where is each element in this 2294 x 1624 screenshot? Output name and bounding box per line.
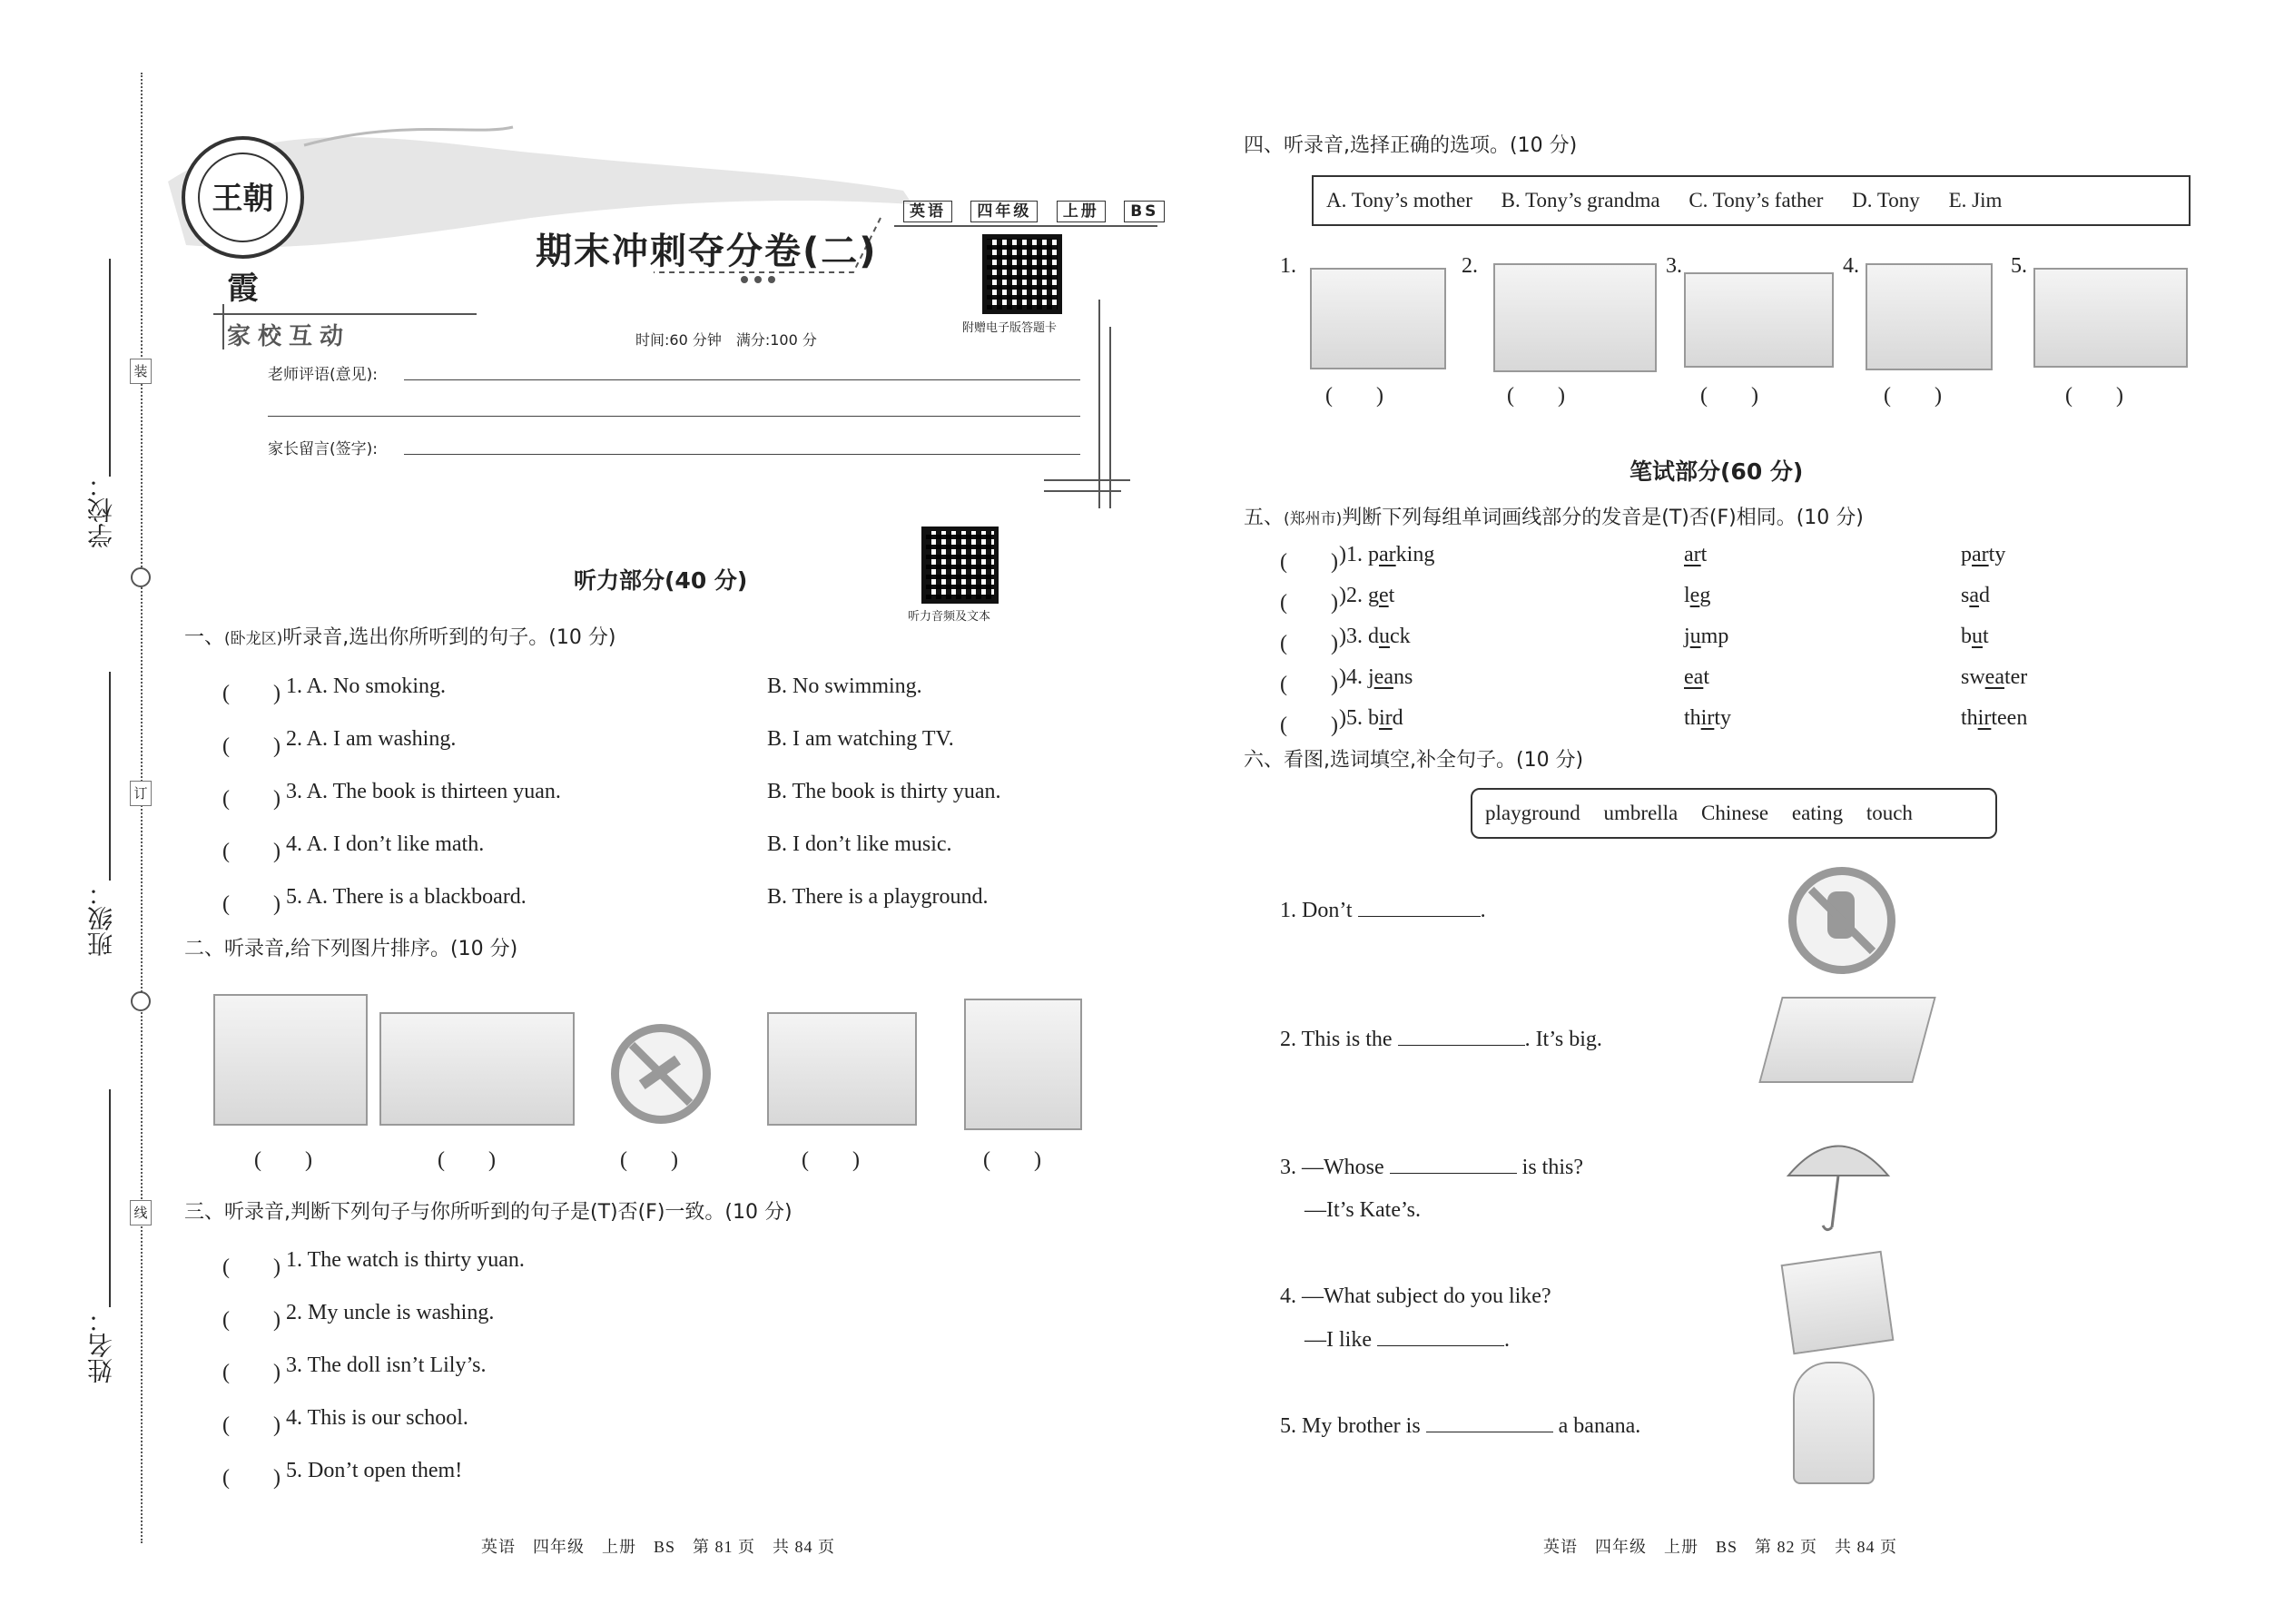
underlined-letters: a (1969, 584, 1979, 607)
underlined-letters: ea (1373, 665, 1393, 689)
answer-paren[interactable]: ( ) (222, 1255, 281, 1279)
fill-item-2 (1280, 1028, 1602, 1052)
class-fill-line (109, 672, 111, 881)
school-label: 学校： (86, 472, 116, 548)
table-row (1280, 543, 2097, 584)
part1-text: 听录音,选出你所听到的句子。(10 分) (282, 626, 616, 649)
option-a: 5. A. There is a blackboard. (286, 885, 527, 909)
answer-paren[interactable]: ( ) (1280, 550, 1338, 574)
word-part: ty (1988, 543, 2006, 566)
answer-blank[interactable] (1377, 1328, 1504, 1346)
answer-paren[interactable]: ( ) (222, 1466, 281, 1490)
no-touching-icon (1788, 867, 1895, 974)
list-item (222, 1406, 858, 1459)
underlined-letters: u (1972, 625, 1983, 648)
qr-caption-answer-card: 附赠电子版答题卡 (962, 321, 1058, 335)
statement: 4. This is our school. (286, 1406, 468, 1430)
binding-mark: 线 (130, 1200, 152, 1225)
word-bank-item: Chinese (1701, 802, 1769, 824)
word-part: j (1368, 665, 1374, 689)
picture-boy-eating (1793, 1362, 1875, 1484)
frame-rule (222, 304, 224, 349)
listening-section-title: 听力部分(40 分) (574, 567, 748, 594)
picture-number: 4. (1843, 254, 1859, 278)
name-fill-line (109, 1089, 111, 1307)
exam-title: 期末冲刺夺分卷(二) (536, 231, 878, 272)
answer-paren[interactable]: ( ) (222, 840, 281, 863)
answer-paren[interactable]: ( ) (1325, 384, 1383, 408)
underlined-letters: ar (1972, 543, 1989, 566)
part3-heading: 三、听录音,判断下列句子与你所听到的句子是(T)否(F)一致。(10 分) (184, 1201, 793, 1224)
word-bank-item: playground (1485, 802, 1580, 824)
parent-comment-line[interactable] (404, 454, 1080, 455)
answer-blank[interactable] (1390, 1156, 1517, 1174)
answer-paren[interactable]: ( ) (983, 1148, 1041, 1172)
logo-text: 王朝霞 (198, 153, 288, 242)
time-score-info: 时间:60 分钟 满分:100 分 (635, 331, 817, 349)
sentence-text: . (1480, 899, 1486, 922)
table-row (1280, 625, 2097, 665)
fill-item-1 (1280, 899, 1486, 923)
part1-region: (卧龙区) (224, 630, 283, 648)
picture-number: 3. (1666, 254, 1682, 278)
binding-dotted-line (141, 73, 143, 1543)
word-part: ck (1390, 625, 1411, 648)
list-item (222, 1301, 858, 1353)
row-number: )1. (1339, 543, 1363, 566)
frame-rule (213, 313, 477, 315)
option-b: B. No swimming. (767, 674, 922, 698)
footer-right: 英语 四年级 上册 BS 第 82 页 共 84 页 (1543, 1538, 1898, 1556)
underlined-letters: u (1689, 625, 1701, 648)
sentence-text: . It’s big. (1524, 1028, 1602, 1051)
word-part: g (1699, 584, 1711, 607)
footer-left: 英语 四年级 上册 BS 第 81 页 共 84 页 (481, 1538, 836, 1556)
statement: 2. My uncle is washing. (286, 1301, 495, 1324)
sentence-text: is this? (1521, 1156, 1583, 1179)
word-part: g (1368, 584, 1379, 607)
binding-mark: 订 (130, 781, 152, 806)
listening-audio-qr-code[interactable] (921, 527, 999, 604)
answer-paren[interactable]: ( ) (1280, 591, 1338, 615)
option-a: 3. A. The book is thirteen yuan. (286, 780, 561, 803)
part4-options-box (1312, 175, 2191, 226)
tag-term: 上册 (1057, 201, 1106, 222)
word-bank-item: touch (1866, 802, 1913, 824)
answer-blank[interactable] (1426, 1414, 1553, 1432)
tag-edition: BS (1124, 201, 1165, 222)
picture-bathroom (1866, 263, 1993, 370)
option-b: B. I don’t like music. (767, 832, 952, 856)
underlined-letters: ir (1700, 706, 1715, 730)
tag-subject: 英语 (903, 201, 952, 222)
underlined-letters: ar (1379, 543, 1396, 566)
sentence-text: 4. —What subject do you like? (1280, 1284, 1551, 1308)
publisher-logo (182, 136, 304, 307)
statement: 5. Don’t open them! (286, 1459, 463, 1482)
table-row (1280, 706, 2097, 747)
option-b: B. There is a playground. (767, 885, 989, 909)
part2-heading: 二、听录音,给下列图片排序。(10 分) (184, 938, 518, 960)
table-row (1280, 584, 2097, 625)
part1-list (222, 674, 1094, 938)
word-part: ns (1393, 665, 1413, 689)
part4-heading: 四、听录音,选择正确的选项。(10 分) (1244, 134, 1578, 157)
word-part: teen (1991, 706, 2028, 730)
word-part: b (1961, 625, 1972, 648)
list-item (222, 885, 1094, 938)
answer-paren[interactable]: ( ) (222, 734, 281, 758)
word-part: t (1703, 665, 1709, 689)
answer-paren[interactable]: ( ) (1280, 673, 1338, 696)
part1-prefix: 一、 (184, 626, 225, 649)
answer-paren[interactable]: ( ) (222, 1413, 281, 1437)
binding-hole (131, 567, 151, 587)
word-bank-item: eating (1791, 802, 1844, 824)
word-part: j (1684, 625, 1690, 648)
name-label: 姓名： (86, 1307, 116, 1383)
school-fill-line (109, 259, 111, 477)
word-part: th (1684, 706, 1701, 730)
answer-paren[interactable]: ( ) (1280, 632, 1338, 655)
answer-paren[interactable]: ( ) (1700, 384, 1758, 408)
sentence-text: 2. This is the (1280, 1028, 1393, 1051)
sentence-text: 1. Don’t (1280, 899, 1353, 922)
list-item (222, 780, 1094, 832)
picture-classroom (379, 1012, 575, 1126)
picture-study (2033, 268, 2188, 368)
teacher-comment-line-2[interactable] (268, 416, 1080, 417)
underlined-letters: e (1379, 584, 1389, 607)
picture-number: 5. (2011, 254, 2027, 278)
part5-text: 判断下列每组单词画线部分的发音是(T)否(F)相同。(10 分) (1342, 507, 1864, 529)
word-part: s (1961, 584, 1970, 607)
picture-living-room (767, 1012, 917, 1126)
answer-paren[interactable]: ( ) (1507, 384, 1565, 408)
option-a: 2. A. I am washing. (286, 727, 457, 751)
answer-paren[interactable]: ( ) (222, 892, 281, 916)
statement: 3. The doll isn’t Lily’s. (286, 1353, 487, 1377)
frame-rule (1098, 300, 1100, 508)
underlined-letters: ea (1984, 665, 2004, 689)
family-school-label: 家校互动 (227, 323, 351, 350)
part5-table (1280, 543, 2097, 747)
list-item (222, 1353, 858, 1406)
row-number: )3. (1339, 625, 1363, 648)
part6-heading: 六、看图,选词填空,补全句子。(10 分) (1244, 749, 1584, 772)
frame-rule (1109, 327, 1111, 508)
answer-paren[interactable]: ( ) (222, 682, 281, 705)
teacher-comment-line[interactable] (404, 379, 1080, 380)
qr-caption-audio: 听力音频及文本 (908, 610, 991, 624)
answer-paren[interactable]: ( ) (620, 1148, 678, 1172)
word-part: th (1961, 706, 1978, 730)
picture-number: 2. (1462, 254, 1478, 278)
underlined-letters: e (1689, 584, 1700, 607)
teacher-comment-label: 老师评语(意见): (268, 366, 378, 384)
picture-chinese-book (1781, 1251, 1895, 1355)
answer-blank[interactable] (1398, 1028, 1525, 1046)
option-label: C. Tony’s father (1689, 189, 1824, 212)
writing-section-title: 笔试部分(60 分) (1629, 458, 1804, 485)
word-part: b (1368, 706, 1379, 730)
answer-paren[interactable]: ( ) (222, 1308, 281, 1332)
answer-paren[interactable]: ( ) (1884, 384, 1942, 408)
fill-item-4-answer (1305, 1328, 1510, 1353)
row-number: )5. (1339, 706, 1363, 730)
answer-paren[interactable]: ( ) (1280, 714, 1338, 737)
answer-card-qr-code[interactable] (982, 234, 1062, 314)
no-smoking-icon (611, 1024, 711, 1124)
list-item (222, 674, 1094, 727)
answer-paren[interactable]: ( ) (222, 787, 281, 811)
list-item (222, 727, 1094, 780)
option-label: A. Tony’s mother (1326, 189, 1472, 212)
answer-paren[interactable]: ( ) (222, 1361, 281, 1384)
answer-blank[interactable] (1358, 899, 1481, 917)
underlined-letters: ea (1684, 665, 1704, 689)
word-part: ter (2004, 665, 2028, 689)
word-part: d (1392, 706, 1403, 730)
underlined-letters: u (1379, 625, 1390, 648)
word-part: l (1684, 584, 1690, 607)
picture-number: 1. (1280, 254, 1296, 278)
option-b: B. The book is thirty yuan. (767, 780, 1001, 803)
answer-paren[interactable]: ( ) (438, 1148, 496, 1172)
word-part: sw (1961, 665, 1985, 689)
word-part: t (1700, 543, 1708, 566)
umbrella-icon (1779, 1126, 1897, 1235)
word-bank (1471, 788, 1997, 839)
word-part: p (1961, 543, 1972, 566)
sentence-text: . (1503, 1328, 1510, 1352)
underlined-letters: ir (1379, 706, 1393, 730)
word-part: p (1368, 543, 1379, 566)
binding-mark: 装 (130, 359, 152, 384)
word-part: mp (1700, 625, 1729, 648)
option-label: B. Tony’s grandma (1501, 189, 1660, 212)
sentence-text: —It’s Kate’s. (1305, 1198, 1421, 1222)
frame-rule (1044, 490, 1121, 492)
part5-heading (1244, 502, 1864, 530)
answer-paren[interactable]: ( ) (802, 1148, 860, 1172)
sentence-text: 3. —Whose (1280, 1156, 1384, 1179)
option-b: B. I am watching TV. (767, 727, 954, 751)
row-number: )2. (1339, 584, 1363, 607)
table-row (1280, 665, 2097, 706)
word-bank-item: umbrella (1603, 802, 1679, 824)
tag-rule (894, 225, 1157, 227)
list-item (222, 1459, 858, 1511)
class-label: 班级： (86, 881, 116, 957)
answer-paren[interactable]: ( ) (254, 1148, 312, 1172)
binding-hole (131, 991, 151, 1011)
option-a: 1. A. No smoking. (286, 674, 447, 698)
list-item (222, 832, 1094, 885)
sentence-text: —I like (1305, 1328, 1372, 1352)
option-label: D. Tony (1852, 189, 1920, 212)
part5-region: (郑州市) (1284, 510, 1343, 528)
word-part: d (1979, 584, 1990, 607)
statement: 1. The watch is thirty yuan. (286, 1248, 525, 1272)
option-label: E. Jim (1948, 189, 2003, 212)
part5-prefix: 五、 (1244, 507, 1285, 529)
picture-teacher-at-board (964, 999, 1082, 1130)
sentence-text: 5. My brother is (1280, 1414, 1421, 1438)
grade-tags (903, 198, 1176, 221)
word-part: t (1388, 584, 1395, 607)
part3-list (222, 1248, 858, 1511)
row-number: )4. (1339, 665, 1363, 689)
fill-item-4 (1280, 1284, 1551, 1309)
word-part: ty (1714, 706, 1732, 730)
part1-heading (184, 622, 615, 650)
picture-playground (1758, 997, 1935, 1083)
frame-rule (1044, 479, 1130, 481)
fill-item-3 (1280, 1156, 1583, 1180)
picture-living-room (1493, 263, 1657, 372)
parent-comment-label: 家长留言(签字): (268, 440, 378, 458)
answer-paren[interactable]: ( ) (2065, 384, 2123, 408)
underlined-letters: ir (1977, 706, 1992, 730)
sentence-text: a banana. (1558, 1414, 1641, 1438)
word-part: d (1368, 625, 1379, 648)
underlined-letters: ar (1684, 543, 1701, 566)
word-part: king (1395, 543, 1435, 566)
fill-item-5 (1280, 1414, 1640, 1439)
tag-grade: 四年级 (970, 201, 1038, 222)
picture-woman-cooking (213, 994, 368, 1126)
list-item (222, 1248, 858, 1301)
word-part: t (1983, 625, 1989, 648)
option-a: 4. A. I don’t like math. (286, 832, 485, 856)
picture-bedroom (1684, 272, 1834, 368)
picture-kitchen (1310, 268, 1446, 369)
